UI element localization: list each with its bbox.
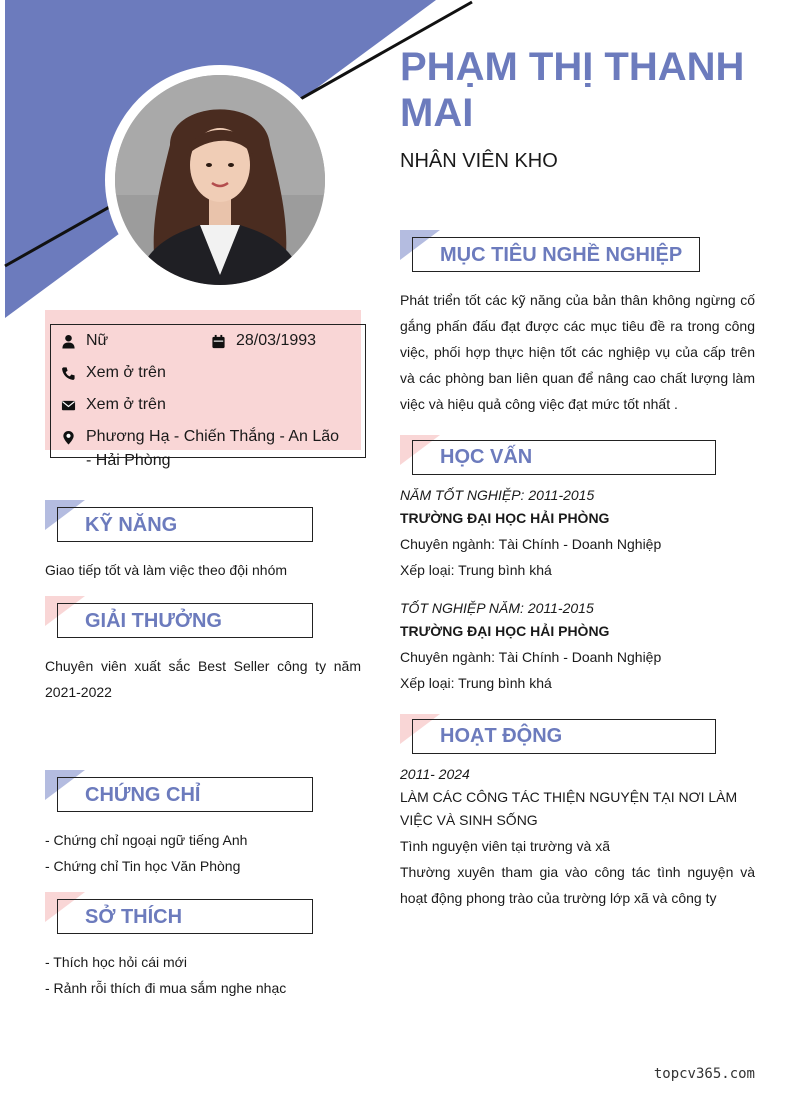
email-value: Xem ở trên xyxy=(86,396,166,413)
education-period: NĂM TỐT NGHIỆP: 2011-2015 xyxy=(400,487,595,503)
activities-heading: LÀM CÁC CÔNG TÁC THIỆN NGUYỆN TẠI NƠI LÀM VIỆC VÀ SINH SỐNG xyxy=(400,789,738,828)
activities-period: 2011- 2024 xyxy=(400,766,470,782)
location-icon xyxy=(60,425,76,449)
education-period: TỐT NGHIỆP NĂM: 2011-2015 xyxy=(400,600,594,616)
skills-text: Giao tiếp tốt và làm việc theo đội nhóm xyxy=(45,562,288,578)
education-major: Chuyên ngành: Tài Chính - Doanh Nghiệp xyxy=(400,649,662,665)
birthday-value: 28/03/1993 xyxy=(236,332,317,349)
certificate-item: - Chứng chỉ ngoại ngữ tiếng Anh xyxy=(45,832,248,848)
phone-icon xyxy=(60,361,76,385)
activities-line: Tình nguyện viên tại trường và xã xyxy=(400,838,610,854)
education-school: TRƯỜNG ĐẠI HỌC HẢI PHÒNG xyxy=(400,623,610,639)
awards-title: GIẢI THƯỞNG xyxy=(85,610,222,632)
phone-value: Xem ở trên xyxy=(86,364,166,381)
objective-text: Phát triển tốt các kỹ năng của bản thân không ngừng cố gắng phấn đấu đạt được các mục tiêu đề ra trong công việc, phối hợp thực hiện tốt các nghiệp vụ của cấp trên và các phòng ban liên quan để nâng cao chất lượng làm việc và hiệu quả công việc đạt mức tốt nhất . xyxy=(400,292,755,412)
job-title: NHÂN VIÊN KHO xyxy=(400,150,558,172)
activities-line: Thường xuyên tham gia vào công tác tình nguyện và hoạt động phong trào của trường lớp xã và công ty xyxy=(400,864,755,906)
objective-title: MỤC TIÊU NGHỀ NGHIỆP xyxy=(440,244,683,266)
certificates-title: CHỨNG CHỈ xyxy=(85,784,201,806)
education-title: HỌC VẤN xyxy=(440,446,533,468)
contact-birthday xyxy=(210,329,360,353)
address-value: Phương Hạ - Chiến Thắng - An Lão - Hải Phòng xyxy=(86,428,340,469)
awards-text: Chuyên viên xuất sắc Best Seller công ty năm 2021-2022 xyxy=(45,658,361,700)
hobby-item: - Rảnh rỗi thích đi mua sắm nghe nhạc xyxy=(45,980,287,996)
education-school: TRƯỜNG ĐẠI HỌC HẢI PHÒNG xyxy=(400,510,610,526)
contact-address xyxy=(60,425,350,473)
email-icon xyxy=(60,393,76,417)
contact-email xyxy=(60,393,350,417)
activities-title: HOẠT ĐỘNG xyxy=(440,725,563,747)
hobbies-title: SỞ THÍCH xyxy=(85,906,183,928)
contact-phone xyxy=(60,361,350,385)
calendar-icon xyxy=(210,329,226,353)
hobby-item: - Thích học hỏi cái mới xyxy=(45,954,187,970)
candidate-name: PHẠM THỊ THANH MAI xyxy=(400,45,745,135)
user-icon xyxy=(60,329,76,353)
profile-photo xyxy=(105,65,335,295)
education-grade: Xếp loại: Trung bình khá xyxy=(400,675,552,691)
education-major: Chuyên ngành: Tài Chính - Doanh Nghiệp xyxy=(400,536,662,552)
footer-brand: topcv365.com xyxy=(653,1066,755,1082)
avatar xyxy=(115,75,325,285)
skills-title: KỸ NĂNG xyxy=(85,514,178,536)
certificate-item: - Chứng chỉ Tin học Văn Phòng xyxy=(45,858,241,874)
contact-gender xyxy=(60,329,200,353)
education-grade: Xếp loại: Trung bình khá xyxy=(400,562,552,578)
gender-value: Nữ xyxy=(86,332,109,349)
